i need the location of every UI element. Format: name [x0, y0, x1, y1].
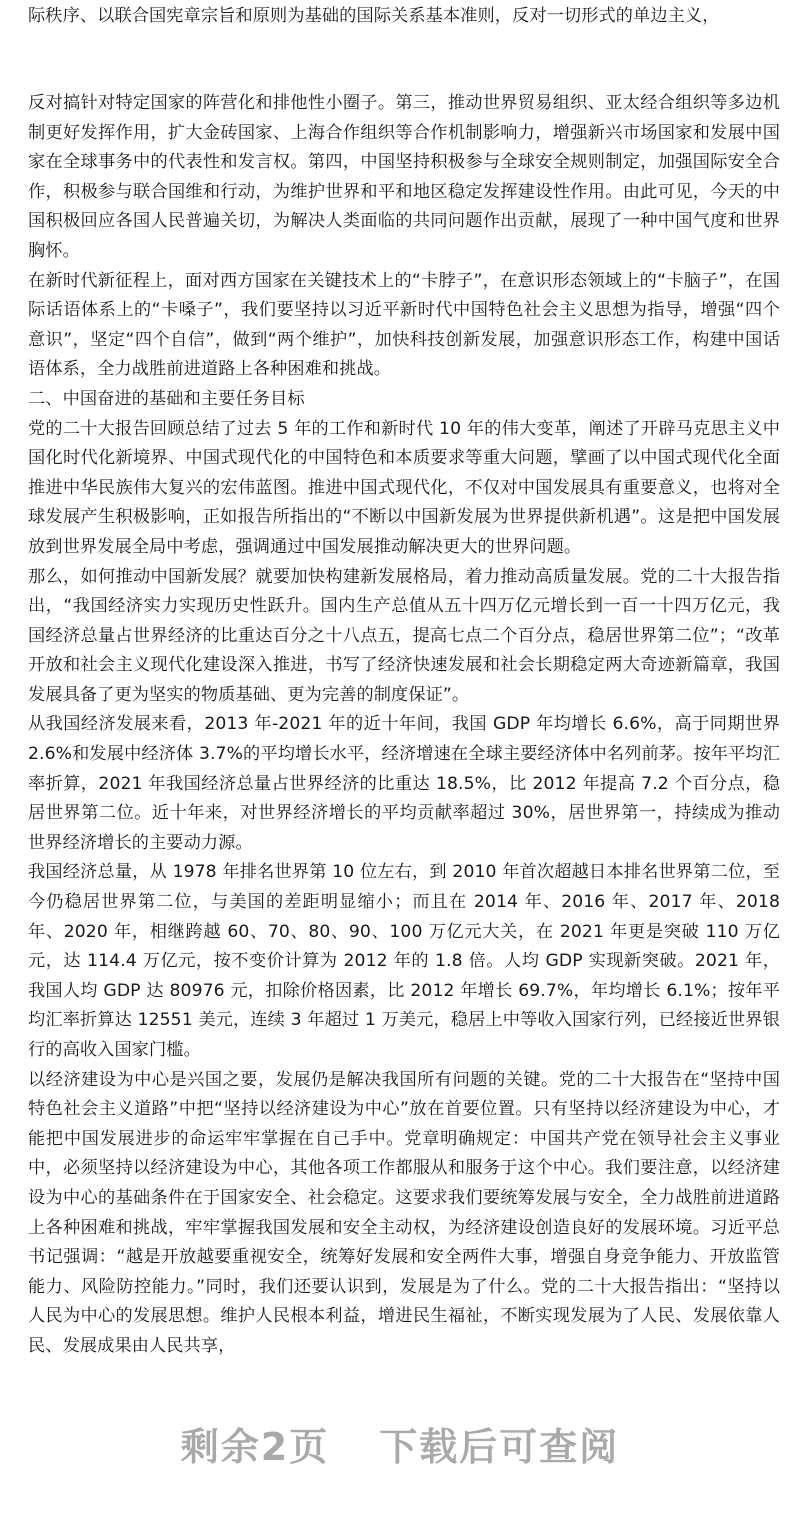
paragraph-twentieth-congress: 党的二十大报告回顾总结了过去 5 年的工作和新时代 10 年的伟大变革，阐述了开辟马克思主义中国化时代化新境界、中国式现代化的中国特色和本质要求等重大问题，擘画了以中国式现代化全面推进中华民族伟大复兴的宏伟蓝图。推进中国式现代化，不仅对中国发展具有重要意义，也将对全球发展产生积极影响，正如报告所指出的“不断以中国新发展为世界提供新机遇”。这是把中国发展放到世界发展全局中考虑，强调通过中国发展推动解决更大的世界问题。	[28, 418, 780, 557]
document-body	[28, 89, 780, 1389]
download-prompt[interactable]	[0, 1416, 800, 1471]
paragraph-new-era: 在新时代新征程上，面对西方国家在关键技术上的“卡脖子”，在意识形态领域上的“卡脑子”，在国际话语体系上的“卡嗓子”，我们要坚持以习近平新时代中国特色社会主义思想为指导，增强“四个意识”，坚定“四个自信”，做到“两个维护”，加快科技创新发展，加强意识形态工作，构建中国话语体系，全力战胜前进道路上各种困难和挑战。	[28, 270, 780, 380]
paragraph-economic-total: 我国经济总量，从 1978 年排名世界第 10 位左右，到 2010 年首次超越日本排名世界第二位，至今仍稳居世界第二位，与美国的差距明显缩小；而且在 2014 年、2016 年、2017 年、2018 年、2020 年，相继跨越 60、70、80、90、100 万亿元大关，在 2021 年更是突破 110 万亿元，达 114.4 万亿元，按不变价计算为 2012 年的 1.8 倍。人均 GDP 实现新突破。2021 年，我国人均 GDP 达 80976 元，扣除价格因素，比 2012 年增长 69.7%，年均增长 6.1%；按年平均汇率折算达 12551 美元，连续 3 年超过 1 万美元，稳居上中等收入国家行列，已经接近世界银行的高收入国家门槛。	[28, 862, 780, 1060]
remaining-pages-label: 剩余2页	[180, 1425, 330, 1469]
paragraph-economic-center: 以经济建设为中心是兴国之要，发展仍是解决我国所有问题的关键。党的二十大报告在“坚持中国特色社会主义道路”中把“坚持以经济建设为中心”放在首要位置。只有坚持以经济建设为中心，才能把中国发展进步的命运牢牢掌握在自己手中。党章明确规定：中国共产党在领导社会主义事业中，必须坚持以经济建设为中心，其他各项工作都服从和服务于这个中心。我们要注意，以经济建设为中心的基础条件在于国家安全、社会稳定。这要求我们要统筹发展与安全，全力战胜前进道路上各种困难和挑战，牢牢掌握我国发展和安全主动权，为经济建设创造良好的发展环境。习近平总书记强调：“越是开放越要重视安全，统筹好发展和安全两件大事，增强自身竞争能力、开放监管能力、风险防控能力。”同时，我们还要认识到，发展是为了什么。党的二十大报告指出：“坚持以人民为中心的发展思想。维护人民根本利益，增进民生福祉，不断实现发展为了人民、发展依靠人民、发展成果由人民共享，	[28, 1069, 780, 1356]
section-heading: 二、中国奋进的基础和主要任务目标	[28, 388, 305, 409]
previous-page-fragment	[28, 2, 780, 36]
paragraph-continuation: 反对搞针对特定国家的阵营化和排他性小圈子。第三，推动世界贸易组织、亚太经合组织等多边机制更好发挥作用，扩大金砖国家、上海合作组织等合作机制影响力，增强新兴市场国家和发展中国家在全球事务中的代表性和发言权。第四，中国坚持积极参与全球安全规则制定，加强国际安全合作，积极参与联合国维和行动，为维护世界和平和地区稳定发挥建设性作用。由此可见，今天的中国积极回应各国人民普遍关切，为解决人类面临的共同问题作出贡献，展现了一种中国气度和世界胸怀。	[28, 93, 780, 261]
fragment-line: 际秩序、以联合国宪章宗旨和原则为基础的国际关系基本准则，反对一切形式的单边主义，	[28, 6, 720, 26]
paragraph-economic-growth: 从我国经济发展来看，2013 年-2021 年的近十年间，我国 GDP 年均增长 6.6%，高于同期世界 2.6%和发展中经济体 3.7%的平均增长水平，经济增速在全球主要经济体中名列前茅。按年平均汇率折算，2021 年我国经济总量占世界经济的比重达 18.5%，比 2012 年提高 7.2 个百分点，稳居世界第二位。近十年来，对世界经济增长的平均贡献率超过 30%，居世界第一，持续成为推动世界经济增长的主要动力源。	[28, 714, 780, 853]
download-hint-label: 下载后可查阅	[379, 1425, 620, 1469]
paragraph-new-development: 那么，如何推动中国新发展？就要加快构建新发展格局，着力推动高质量发展。党的二十大报告指出，“我国经济实力实现历史性跃升。国内生产总值从五十四万亿元增长到一百一十四万亿元，我国经济总量占世界经济的比重达百分之十八点五，提高七点二个百分点，稳居世界第二位”；“改革开放和社会主义现代化建设深入推进，书写了经济快速发展和社会长期稳定两大奇迹新篇章，我国发展具备了更为坚实的物质基础、更为完善的制度保证”。	[28, 566, 780, 705]
